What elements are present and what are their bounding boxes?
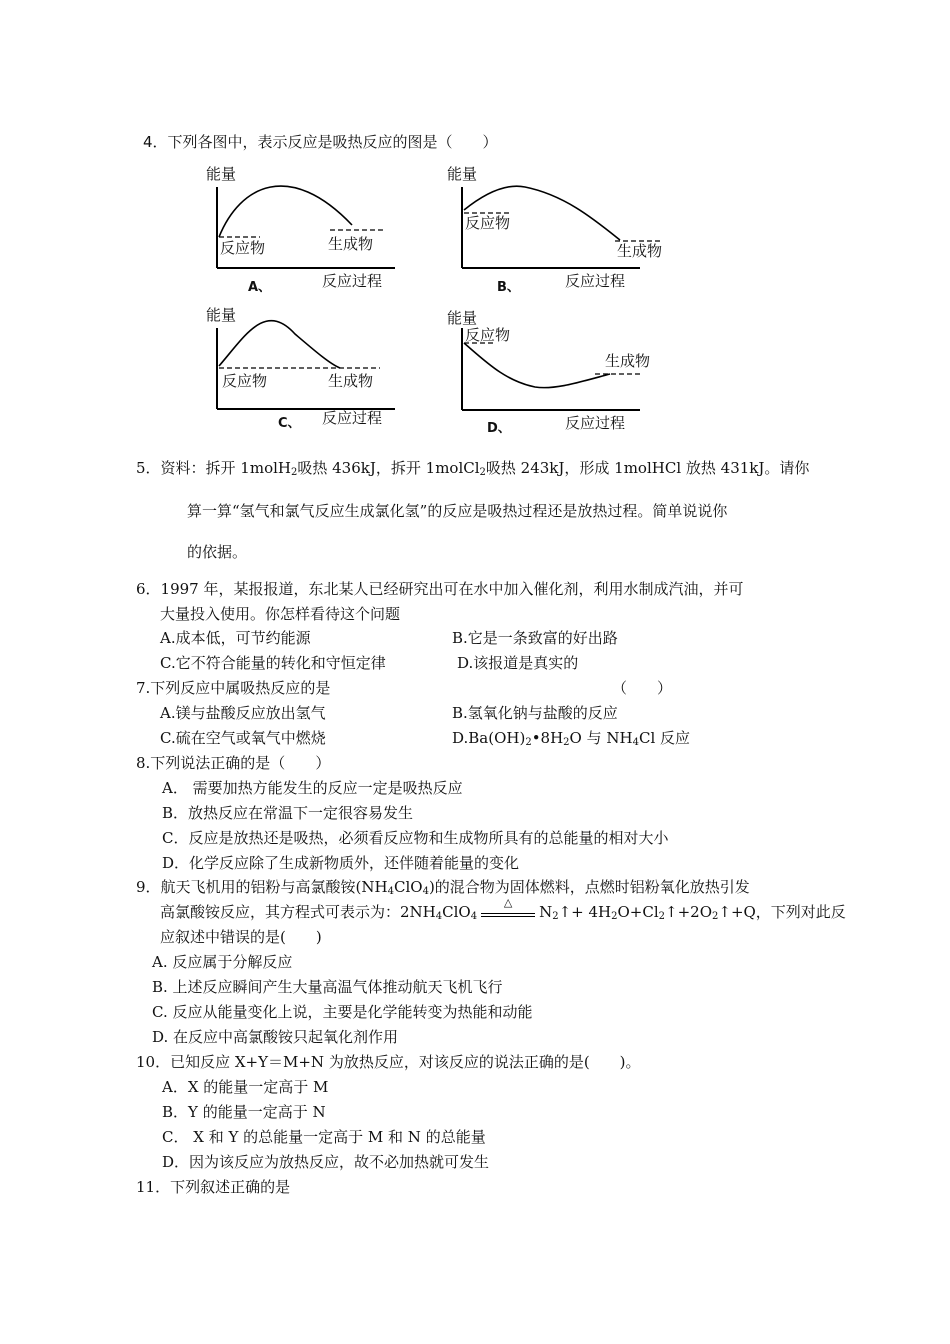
subscript: 2 — [611, 911, 618, 922]
diagram-c-reactant-label: 反应物 — [222, 372, 268, 390]
q6-option-c: C.它不符合能量的转化和守恒定律 — [160, 654, 386, 672]
subscript: 4 — [470, 911, 478, 922]
diagram-a-reactant-label: 反应物 — [220, 239, 266, 257]
diagram-d-reactant-label: 反应物 — [465, 326, 511, 344]
q9-line-2-part: O+Cl — [617, 903, 659, 921]
diagram-d-energy-label: 能量 — [447, 309, 478, 327]
q6-option-a: A.成本低，可节约能源 — [160, 629, 311, 647]
q7-option-d-part: D.Ba(OH) — [452, 729, 526, 747]
subscript: 4 — [435, 911, 443, 922]
q9-line-1-part: ClO — [393, 878, 423, 896]
q5-line-1-part: 吸热 243kJ，形成 1molHCl 放热 431kJ。请你 — [485, 459, 810, 477]
q9-line-3: 应叙述中错误的是( ) — [160, 928, 322, 946]
q4-stem: 4．下列各图中，表示反应是吸热反应的图是（ ） — [143, 133, 498, 151]
q7-option-c: C.硫在空气或氧气中燃烧 — [160, 729, 326, 747]
q9-line-2-part: ↑+2O — [665, 903, 712, 921]
q9-line-1 — [136, 880, 750, 895]
q6-option-d: D.该报道是真实的 — [457, 654, 579, 672]
q9-option-d: D. 在反应中高氯酸铵只起氧化剂作用 — [152, 1028, 399, 1046]
subscript: 2 — [563, 737, 570, 748]
q5-line-3: 的依据。 — [187, 543, 248, 561]
subscript: 4 — [387, 886, 394, 897]
diagram-a-letter: A、 — [248, 280, 272, 295]
diagram-b-reactant-label: 反应物 — [465, 214, 511, 232]
q9-option-c: C. 反应从能量变化上说，主要是化学能转变为热能和动能 — [152, 1003, 533, 1021]
q9-line-2 — [160, 896, 846, 922]
q6-line-1: 6．1997 年，某报报道，东北某人已经研究出可在水中加入催化剂，利用水制成汽油，并可 — [136, 580, 744, 598]
q7-option-b: B.氢氧化钠与盐酸的反应 — [452, 704, 618, 722]
q8-option-b: B．放热反应在常温下一定很容易发生 — [162, 804, 414, 822]
diagram-b-letter: B、 — [497, 280, 520, 295]
q7-option-a: A.镁与盐酸反应放出氢气 — [160, 704, 326, 722]
energy-diagram-b — [445, 165, 675, 300]
q8-stem: 8.下列说法正确的是（ ） — [136, 754, 331, 772]
subscript: 4 — [632, 737, 639, 748]
subscript: 2 — [658, 911, 666, 922]
diagram-d-process-label: 反应过程 — [565, 414, 626, 432]
q8-option-a: A． 需要加热方能发生的反应一定是吸热反应 — [162, 779, 463, 797]
q7-stem: 7.下列反应中属吸热反应的是 — [136, 679, 331, 697]
diagram-d-letter: D、 — [487, 421, 511, 436]
energy-diagram-a — [200, 165, 400, 300]
q9-option-a: A. 反应属于分解反应 — [152, 953, 293, 971]
diagram-c-process-label: 反应过程 — [322, 409, 383, 427]
q7-option-d-part: O 与 NH — [569, 729, 633, 747]
subscript: 2 — [291, 467, 298, 478]
q6-option-b: B.它是一条致富的好出路 — [452, 629, 618, 647]
diagram-c-energy-label: 能量 — [206, 306, 237, 324]
subscript: 2 — [712, 911, 719, 922]
diagram-a-energy-label: 能量 — [206, 165, 237, 183]
q8-option-c: C．反应是放热还是吸热，必须看反应物和生成物所具有的总能量的相对大小 — [162, 829, 669, 847]
q7-option-d-part: •8H — [531, 729, 564, 747]
q5-line-1-part: 吸热 436kJ，拆开 1molCl — [297, 459, 480, 477]
diagram-c-letter: C、 — [278, 416, 301, 431]
q9-line-1-part: )的混合物为固体燃料，点燃时铝粉氧化放热引发 — [428, 878, 750, 896]
q10-option-d: D．因为该反应为放热反应，故不必加热就可发生 — [162, 1153, 490, 1171]
q10-option-a: A．X 的能量一定高于 M — [162, 1078, 329, 1096]
heating-symbol: △ — [503, 896, 513, 909]
reaction-condition-arrow — [477, 896, 539, 920]
q10-option-b: B．Y 的能量一定高于 N — [162, 1103, 326, 1121]
diagram-c-product-label: 生成物 — [328, 372, 374, 390]
q10-stem: 10．已知反应 X+Y＝M+N 为放热反应，对该反应的说法正确的是( )。 — [136, 1053, 641, 1071]
q5-line-1-part: 5．资料：拆开 1molH — [136, 459, 291, 477]
q9-line-1-part: 9．航天飞机用的铝粉与高氯酸铵(NH — [136, 878, 388, 896]
q7-answer-paren: （ ） — [612, 679, 673, 697]
diagram-a-process-label: 反应过程 — [322, 272, 383, 290]
q8-option-d: D．化学反应除了生成新物质外，还伴随着能量的变化 — [162, 854, 520, 872]
diagram-b-graph — [445, 165, 675, 300]
q6-line-2: 大量投入使用。你怎样看待这个问题 — [160, 605, 401, 623]
diagram-b-product-label: 生成物 — [617, 242, 663, 260]
q9-line-2-part: 高氯酸铵反应，其方程式可表示为：2NH — [160, 903, 436, 921]
q7-option-d-part: Cl 反应 — [638, 729, 691, 747]
q10-option-c: C． X 和 Y 的总能量一定高于 M 和 N 的总能量 — [162, 1128, 486, 1146]
subscript: 4 — [422, 886, 429, 897]
q5-line-2: 算一算“氢气和氯气反应生成氯化氢”的反应是吸热过程还是放热过程。简单说说你 — [187, 502, 728, 520]
energy-diagram-d — [445, 306, 675, 438]
subscript: 2 — [479, 467, 486, 478]
energy-diagram-c — [200, 306, 400, 436]
diagram-d-product-label: 生成物 — [605, 352, 651, 370]
subscript: 2 — [525, 737, 532, 748]
subscript: 2 — [552, 911, 559, 922]
q11-stem: 11．下列叙述正确的是 — [136, 1178, 291, 1196]
q9-line-2-part: ↑+Q，下列对此反 — [718, 903, 846, 921]
q9-line-2-part: N — [539, 903, 553, 921]
q9-line-2-part: ClO — [442, 903, 471, 921]
diagram-b-process-label: 反应过程 — [565, 272, 626, 290]
q5-line-1 — [136, 461, 809, 476]
q7-option-d — [452, 731, 690, 746]
diagram-a-product-label: 生成物 — [328, 235, 374, 253]
q9-line-2-part: ↑+ 4H — [558, 903, 612, 921]
q9-option-b: B. 上述反应瞬间产生大量高温气体推动航天飞机飞行 — [152, 978, 503, 996]
diagram-b-energy-label: 能量 — [447, 165, 478, 183]
